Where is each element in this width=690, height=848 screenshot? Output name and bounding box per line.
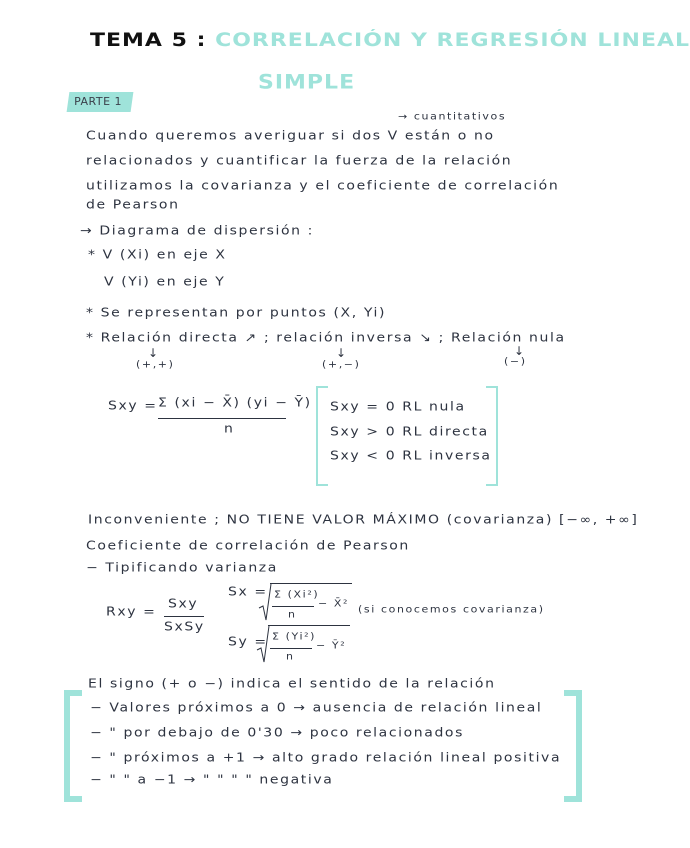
typify-line: − Tipificando varianza — [86, 561, 278, 575]
sign-line-4: − " próximos a +1 → alto grado relación lineal positiva — [90, 751, 562, 765]
down-arrow-icon: ↓ — [514, 344, 525, 358]
sqrt-bar — [270, 583, 352, 584]
covariance-case-0: Sxy = 0 RL nula — [330, 400, 466, 414]
down-arrow-icon: ↓ — [148, 346, 159, 360]
intro-line-1: Cuando queremos averiguar si dos V están o no — [86, 129, 495, 143]
fraction-bar — [158, 418, 286, 419]
highlight-bracket-left — [64, 690, 82, 802]
covariance-denominator: n — [224, 422, 235, 436]
part-tag-label: PARTE 1 — [74, 95, 123, 108]
dispersion-item-3: * Se representan por puntos (X, Yi) — [86, 306, 387, 320]
dispersion-item-1: * V (Xi) en eje X — [88, 248, 227, 262]
sy-denominator: n — [286, 650, 295, 663]
title-text: CORRELACIÓN Y REGRESIÓN LINEAL — [215, 29, 690, 52]
covariance-case-2: Sxy < 0 RL inversa — [330, 449, 492, 463]
part-tag — [67, 92, 134, 112]
dispersion-item-2: V (Yi) en eje Y — [104, 275, 226, 289]
sqrt-icon — [258, 582, 272, 622]
title-subtitle: SIMPLE — [258, 71, 356, 94]
dispersion-heading: → Diagrama de dispersión : — [80, 224, 314, 238]
rxy-numerator: Sxy — [168, 597, 199, 611]
rxy-lhs: Rxy = — [106, 605, 157, 619]
fraction-bar — [270, 648, 312, 649]
intro-line-2: relacionados y cuantificar la fuerza de la relación — [86, 154, 513, 168]
sx-tail: − X̄² — [318, 597, 350, 610]
sign-mixed: (+,−) — [322, 358, 361, 371]
fraction-bar — [272, 606, 314, 607]
sx-denominator: n — [288, 608, 297, 621]
page-title — [90, 30, 690, 51]
intro-line-4: de Pearson — [86, 198, 180, 212]
sign-line-3: − " por debajo de 0'30 → poco relacionados — [90, 726, 464, 740]
sign-line-5: − " " a −1 → " " " " negativa — [90, 773, 334, 787]
dispersion-item-4: * Relación directa ↗ ; relación inversa ↘ ; Relación nula — [86, 331, 566, 345]
sqrt-bar — [268, 625, 350, 626]
sign-line-1: El signo (+ o −) indica el sentido de la relación — [88, 677, 496, 691]
highlight-bracket-right — [564, 690, 582, 802]
sx-lhs: Sx = — [228, 585, 268, 599]
sx-numerator: Σ (Xi²) — [274, 588, 320, 601]
sy-lhs: Sy = — [228, 635, 268, 649]
sign-positive: (+,+) — [136, 358, 175, 371]
fraction-bar — [164, 616, 204, 617]
covariance-numerator: Σ (xi − X̄) (yi − Ȳ) — [158, 396, 312, 410]
pearson-title: Coeficiente de correlación de Pearson — [86, 539, 410, 553]
inconvenient-line: Inconveniente ; NO TIENE VALOR MÁXIMO (covarianza) [−∞, +∞] — [88, 513, 639, 527]
cases-bracket-left — [316, 386, 328, 486]
covariance-note: (si conocemos covarianza) — [358, 603, 545, 616]
sy-numerator: Σ (Yi²) — [272, 630, 317, 643]
covariance-lhs: Sxy = — [108, 399, 158, 413]
intro-annotation: → cuantitativos — [398, 110, 507, 123]
rxy-denominator: SxSy — [164, 620, 205, 634]
down-arrow-icon: ↓ — [336, 346, 347, 360]
sign-line-2: − Valores próximos a 0 → ausencia de relación lineal — [90, 701, 543, 715]
covariance-case-1: Sxy > 0 RL directa — [330, 425, 489, 439]
sqrt-icon — [256, 624, 270, 664]
intro-line-3: utilizamos la covarianza y el coeficiente de correlación — [86, 179, 560, 193]
sign-null: (−) — [504, 355, 527, 368]
tema-label: TEMA 5 : — [90, 29, 207, 52]
sy-tail: − Ȳ² — [316, 639, 347, 652]
